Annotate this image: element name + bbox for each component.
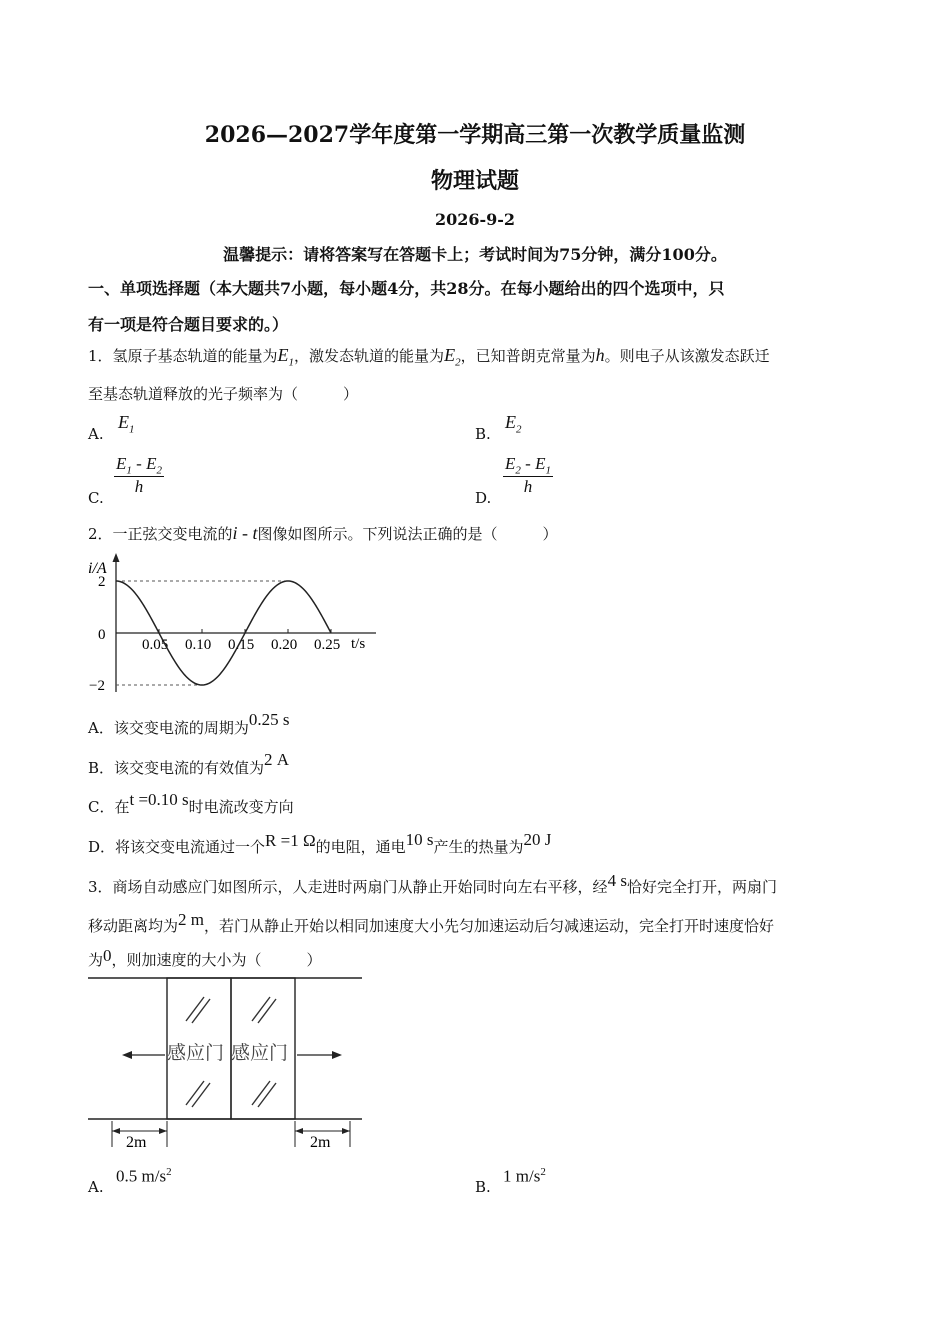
e2-symbol: $E_2$ [444, 345, 461, 369]
section-heading-line2: 有一项是符合题目要求的。） [88, 315, 289, 334]
question-1-line1: 1．氢原子基态轨道的能量为$E_1$，激发态轨道的能量为$E_2$，已知普朗克常量为h。则电子从该激发态跃迁 [88, 345, 770, 369]
question-3-line3: 为0，则加速度的大小为（ ） [88, 946, 322, 969]
subject-title: 物理试题 [430, 168, 519, 194]
exam-tip: 温馨提示：请将答案写在答题卡上；考试时间为75分钟，满分100分。 [223, 245, 727, 264]
option-1b-label: B. [475, 425, 491, 443]
current-time-chart [86, 550, 386, 700]
x-tick-label: 0.10 [185, 637, 212, 653]
sliding-door-figure [86, 975, 366, 1153]
x-axis-label: t/s [351, 636, 366, 652]
option-2d: D．将该交变电流通过一个R =1 Ω的电阻，通电10 s产生的热量为20 J [88, 830, 552, 856]
option-1a-label: A. [88, 425, 104, 443]
y-axis-arrow [113, 553, 120, 562]
option-1d-label: D. [475, 489, 492, 507]
x-tick-label: 0.20 [271, 637, 298, 653]
option-3a-label: A. [88, 1178, 104, 1196]
question-1-line2: 至基态轨道释放的光子频率为（ ） [88, 385, 359, 403]
y-tick-0: 0 [98, 627, 106, 643]
i-t-expression: i - t [232, 523, 258, 543]
right-distance-label: 2m [310, 1134, 331, 1151]
option-3b-label: B. [475, 1178, 491, 1196]
x-tick-label: 0.15 [228, 637, 255, 653]
option-1b-value: $E_2$ [505, 412, 522, 436]
question-3-line1: 3．商场自动感应门如图所示，人走进时两扇门从静止开始同时向左右平移，经4 s恰好完全打开，两扇门 [88, 871, 777, 896]
option-1c-label: C. [88, 489, 104, 507]
option-2a: A．该交变电流的周期为0.25 s [88, 710, 290, 737]
section-heading-line1: 一、单项选择题（本大题共7小题，每小题4分，共28分。在每小题给出的四个选项中，只 [88, 279, 725, 298]
y-tick-neg2: −2 [89, 678, 105, 694]
option-2c: C．在t =0.10 s时电流改变方向 [88, 790, 294, 816]
exam-title: 2026—2027学年度第一学期高三第一次教学质量监测 [204, 122, 746, 148]
question-2-stem: 2．一正弦交变电流的i - t图像如图所示。下列说法正确的是（ ） [88, 523, 558, 543]
option-1c-fraction: $\frac{E_1 - E_2}{h}$ [116, 454, 162, 497]
e1-symbol: $E_1$ [277, 345, 295, 369]
option-3b-value: 1 $m/s^2$ [503, 1166, 546, 1186]
question-3-line2: 移动距离均为2 m，若门从静止开始以相同加速度大小先匀加速运动后匀减速运动，完全打开时速度恰好 [88, 910, 775, 935]
y-axis-label: i/A [88, 560, 107, 577]
x-tick-label: 0.25 [314, 637, 341, 653]
left-distance-label: 2m [126, 1134, 147, 1151]
option-3a-value: 0.5 $m/s^2$ [116, 1166, 172, 1186]
option-1a-value: $E_1$ [118, 412, 135, 436]
left-door-label: 感应门 [167, 1042, 225, 1064]
option-1d-fraction: $\frac{E_2 - E_1}{h}$ [505, 454, 551, 497]
x-tick-label: 0.05 [142, 637, 169, 653]
y-tick-2: 2 [98, 574, 106, 590]
option-2b: B．该交变电流的有效值为2 A [88, 750, 290, 777]
exam-date: 2026-9-2 [434, 210, 516, 229]
h-symbol: h [595, 345, 605, 365]
right-door-label: 感应门 [231, 1042, 289, 1064]
